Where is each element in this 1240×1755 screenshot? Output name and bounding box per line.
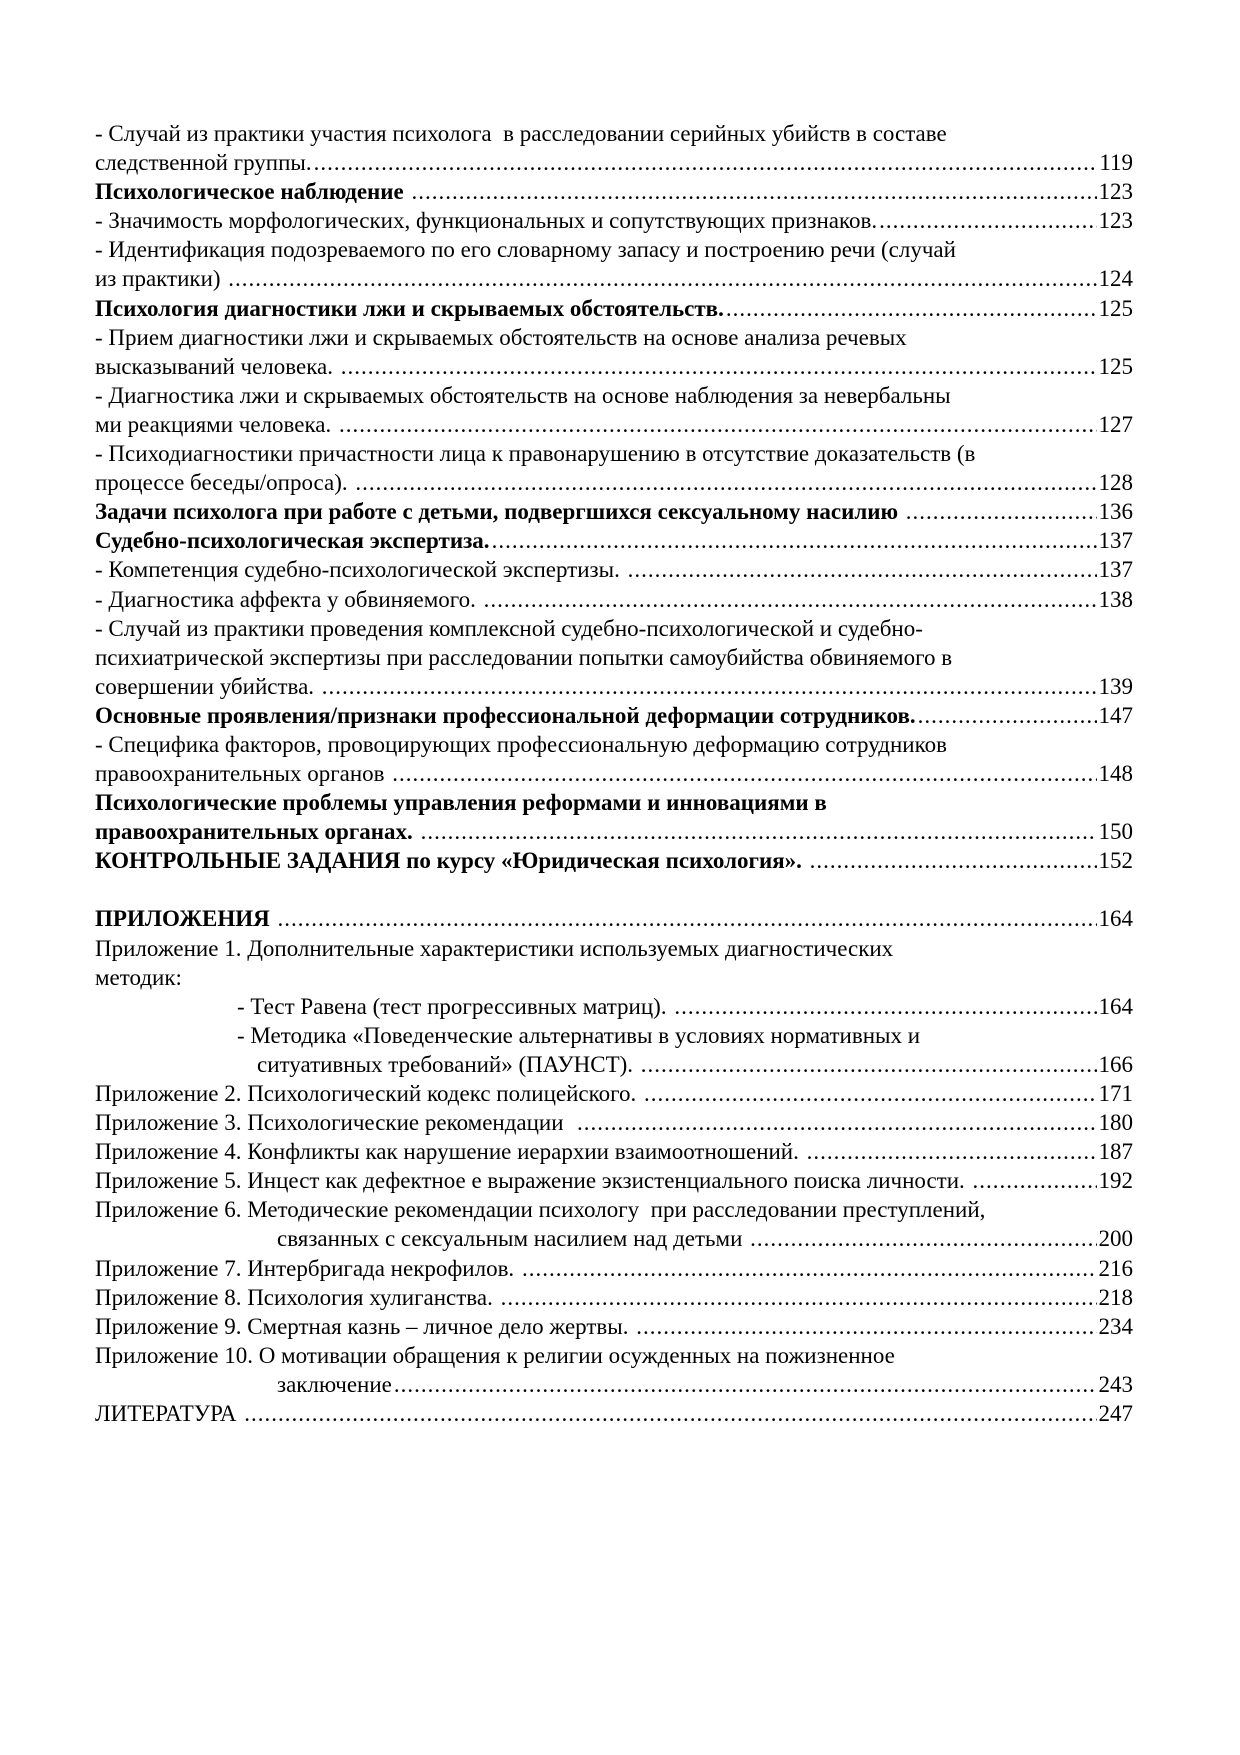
toc-appendix-heading[interactable] bbox=[95, 904, 1133, 933]
toc-entry-text: - Специфика факторов, провоцирующих профессиональную деформацию сотрудников bbox=[95, 731, 947, 757]
dot-leader bbox=[906, 497, 1097, 526]
dot-leader bbox=[355, 468, 1096, 497]
page-number: 180 bbox=[1098, 1110, 1133, 1136]
page-number: 171 bbox=[1098, 1081, 1133, 1106]
toc-entry-text: - Прием диагностики лжи и скрываемых обстоятельств на основе анализа речевых bbox=[95, 324, 907, 350]
dot-leader bbox=[810, 846, 1097, 875]
page-number: 123 bbox=[1098, 208, 1133, 234]
dot-leader bbox=[674, 992, 1096, 1021]
toc-entry[interactable] bbox=[95, 235, 1133, 293]
page-number: 119 bbox=[1099, 150, 1133, 176]
page-number: 216 bbox=[1098, 1255, 1133, 1281]
toc-entry-text: Психологическое наблюдение bbox=[95, 179, 410, 205]
toc-entry-text: правоохранительных органах. bbox=[95, 819, 419, 845]
dot-leader bbox=[879, 206, 1096, 235]
toc-section-heading[interactable] bbox=[95, 294, 1133, 323]
toc-entry-text: - Случай из практики участия психолога в расследовании серийных убийств в составе bbox=[95, 121, 947, 146]
page-number: 164 bbox=[1098, 993, 1133, 1019]
dot-leader bbox=[278, 904, 1097, 933]
toc-entry[interactable] bbox=[95, 206, 1133, 235]
dot-leader bbox=[421, 817, 1097, 846]
toc-entry-text: Психология диагностики лжи и скрываемых обстоятельств. bbox=[95, 295, 724, 321]
toc-entry-text: - Диагностика аффекта у обвиняемого. bbox=[95, 586, 482, 612]
toc-entry-text: Приложение 2. Психологический кодекс полицейского. bbox=[95, 1081, 642, 1106]
page-number: 148 bbox=[1098, 761, 1133, 787]
toc-entry[interactable] bbox=[95, 730, 1133, 788]
toc-entry-text: из практики) bbox=[95, 266, 227, 292]
dot-leader bbox=[750, 1224, 1096, 1253]
page-number: 200 bbox=[1098, 1226, 1133, 1252]
dot-leader bbox=[644, 1079, 1097, 1108]
toc-entry-text: совершении убийства. bbox=[95, 673, 320, 699]
toc-section-heading[interactable] bbox=[95, 177, 1133, 206]
toc-entry-text: Приложение 9. Смертная казнь – личное дело жертвы. bbox=[95, 1313, 635, 1339]
toc-appendix[interactable] bbox=[95, 1137, 1133, 1166]
page-number: 127 bbox=[1098, 411, 1133, 437]
toc-section-heading[interactable] bbox=[95, 701, 1133, 730]
toc-entry-text: ми реакциями человека. bbox=[95, 411, 338, 437]
toc-entry-text: психиатрической экспертизы при расследовании попытки самоубийства обвиняемого в bbox=[95, 644, 953, 670]
toc-section-heading[interactable] bbox=[95, 526, 1133, 555]
toc-entry-text: - Идентификация подозреваемого по его словарному запасу и построению речи (случай bbox=[95, 237, 956, 263]
page-number: 138 bbox=[1098, 586, 1133, 612]
toc-entry-text: связанных с сексуальным насилием над детьми bbox=[277, 1226, 749, 1252]
toc-appendix[interactable] bbox=[95, 1108, 1133, 1137]
toc-appendix[interactable] bbox=[95, 1166, 1133, 1195]
toc-entry-text: КОНТРОЛЬНЫЕ ЗАДАНИЯ по курсу «Юридическая психология». bbox=[95, 848, 808, 874]
toc-entry-text: следственной группы. bbox=[95, 150, 312, 176]
page-number: 247 bbox=[1098, 1401, 1133, 1427]
dot-leader bbox=[341, 352, 1097, 381]
toc-appendix[interactable] bbox=[95, 1341, 1133, 1399]
page-number: 187 bbox=[1098, 1139, 1133, 1165]
toc-entry-text: - Психодиагностики причастности лица к правонарушению в отсутствие доказательств (в bbox=[95, 441, 976, 467]
toc-literature[interactable] bbox=[95, 1399, 1133, 1428]
toc-control-tasks[interactable] bbox=[95, 846, 1133, 875]
page-number: 164 bbox=[1098, 906, 1133, 932]
toc-entry-text: Приложение 3. Психологические рекомендации bbox=[95, 1110, 576, 1136]
page-number: 125 bbox=[1098, 295, 1133, 321]
toc-appendix[interactable] bbox=[95, 1312, 1133, 1341]
page-number: 137 bbox=[1098, 528, 1133, 554]
dot-leader bbox=[973, 1166, 1097, 1195]
dot-leader bbox=[392, 759, 1096, 788]
page-number: 166 bbox=[1098, 1051, 1133, 1077]
toc-entry-text: Приложение 10. О мотивации обращения к религии осужденных на пожизненное bbox=[95, 1342, 895, 1368]
toc-entry-text: заключение bbox=[277, 1371, 392, 1397]
toc-appendix[interactable] bbox=[95, 1195, 1133, 1253]
dot-leader bbox=[394, 1370, 1097, 1399]
toc-entry-text: Приложение 1. Дополнительные характеристики используемых диагностических bbox=[95, 935, 894, 961]
toc-entry-text: - Методика «Поведенческие альтернативы в условиях нормативных и bbox=[237, 1022, 921, 1048]
toc-entry-text: Приложение 7. Интербригада некрофилов. bbox=[95, 1255, 520, 1281]
toc-entry[interactable] bbox=[95, 585, 1133, 614]
toc-entry[interactable] bbox=[95, 381, 1133, 439]
page-number: 150 bbox=[1098, 819, 1133, 845]
toc-entry-text: - Диагностика лжи и скрываемых обстоятельств на основе наблюдения за невербальны bbox=[95, 382, 951, 408]
toc-entry-text: Приложение 5. Инцест как дефектное е выражение экзистенциального поиска личности. bbox=[95, 1168, 971, 1194]
dot-leader bbox=[228, 264, 1096, 293]
page-number: 243 bbox=[1098, 1371, 1133, 1397]
toc-entry-text: Судебно-психологическая экспертиза. bbox=[95, 528, 490, 554]
dot-leader bbox=[577, 1108, 1096, 1137]
toc-entry-text: правоохранительных органов bbox=[95, 761, 391, 787]
page-number: 139 bbox=[1098, 673, 1133, 699]
page-number: 128 bbox=[1098, 470, 1133, 496]
toc-entry-text: Основные проявления/признаки профессиональной деформации сотрудников. bbox=[95, 702, 916, 728]
dot-leader bbox=[244, 1399, 1096, 1428]
page-number: 218 bbox=[1098, 1284, 1133, 1310]
toc-entry[interactable] bbox=[95, 439, 1133, 497]
dot-leader bbox=[522, 1254, 1097, 1283]
dot-leader bbox=[807, 1137, 1097, 1166]
dot-leader bbox=[339, 410, 1096, 439]
page-number: 124 bbox=[1098, 266, 1133, 292]
toc-entry-text: высказываний человека. bbox=[95, 353, 339, 379]
toc-entry-text: Психологические проблемы управления реформами и инновациями в bbox=[95, 790, 827, 816]
toc-appendix-1 bbox=[95, 934, 1133, 992]
page-number: 125 bbox=[1098, 353, 1133, 379]
page-number: 123 bbox=[1098, 179, 1133, 205]
toc-appendix[interactable] bbox=[95, 1254, 1133, 1283]
toc-entry-text: Приложение 6. Методические рекомендации психологу при расследовании преступлений, bbox=[95, 1197, 986, 1223]
toc-entry-text: - Случай из практики проведения комплексной судебно-психологической и судебно- bbox=[95, 615, 923, 641]
toc-entry[interactable] bbox=[95, 119, 1133, 177]
dot-leader bbox=[492, 526, 1097, 555]
toc-entry[interactable] bbox=[95, 323, 1133, 381]
toc-entry-text: методик: bbox=[95, 964, 182, 990]
dot-leader bbox=[412, 177, 1097, 206]
toc-section-heading[interactable] bbox=[95, 788, 1133, 846]
page-number: 152 bbox=[1098, 848, 1133, 874]
toc-appendix-1-item[interactable] bbox=[95, 1021, 1133, 1079]
dot-leader bbox=[314, 148, 1098, 177]
page-number: 234 bbox=[1098, 1313, 1133, 1339]
dot-leader bbox=[636, 1312, 1096, 1341]
toc-entry-text: ситуативных требований» (ПАУНСТ). bbox=[257, 1051, 639, 1077]
toc-entry-text: Задачи психолога при работе с детьми, подвергшихся сексуальному насилию bbox=[95, 499, 904, 525]
toc-entry[interactable] bbox=[95, 555, 1133, 584]
table-of-contents bbox=[95, 119, 1133, 1428]
toc-appendix[interactable] bbox=[95, 1079, 1133, 1108]
toc-entry-text: ПРИЛОЖЕНИЯ bbox=[95, 906, 276, 932]
toc-entry-text: процессе беседы/опроса). bbox=[95, 470, 354, 496]
toc-entry-text: Приложение 4. Конфликты как нарушение иерархии взаимоотношений. bbox=[95, 1139, 805, 1165]
toc-entry-text: - Компетенция судебно-психологической экспертизы. bbox=[95, 557, 626, 583]
dot-leader bbox=[628, 555, 1097, 584]
toc-entry[interactable] bbox=[95, 614, 1133, 701]
page-number: 137 bbox=[1098, 557, 1133, 583]
toc-entry-text: - Значимость морфологических, функциональных и сопутствующих признаков. bbox=[95, 208, 878, 234]
page-number: 192 bbox=[1098, 1168, 1133, 1194]
page-number: 147 bbox=[1098, 702, 1133, 728]
toc-section-heading[interactable] bbox=[95, 497, 1133, 526]
toc-entry-text: - Тест Равена (тест прогрессивных матриц). bbox=[237, 993, 673, 1019]
toc-entry-text: Приложение 8. Психология хулиганства. bbox=[95, 1284, 499, 1310]
dot-leader bbox=[484, 585, 1097, 614]
page-number: 136 bbox=[1098, 499, 1133, 525]
dot-leader bbox=[726, 294, 1097, 323]
dot-leader bbox=[501, 1283, 1097, 1312]
dot-leader bbox=[918, 701, 1097, 730]
toc-appendix-1-item[interactable] bbox=[95, 992, 1133, 1021]
blank-line bbox=[95, 875, 1133, 904]
toc-appendix[interactable] bbox=[95, 1283, 1133, 1312]
dot-leader bbox=[322, 672, 1097, 701]
dot-leader bbox=[641, 1050, 1097, 1079]
toc-entry-text: ЛИТЕРАТУРА bbox=[95, 1401, 243, 1427]
